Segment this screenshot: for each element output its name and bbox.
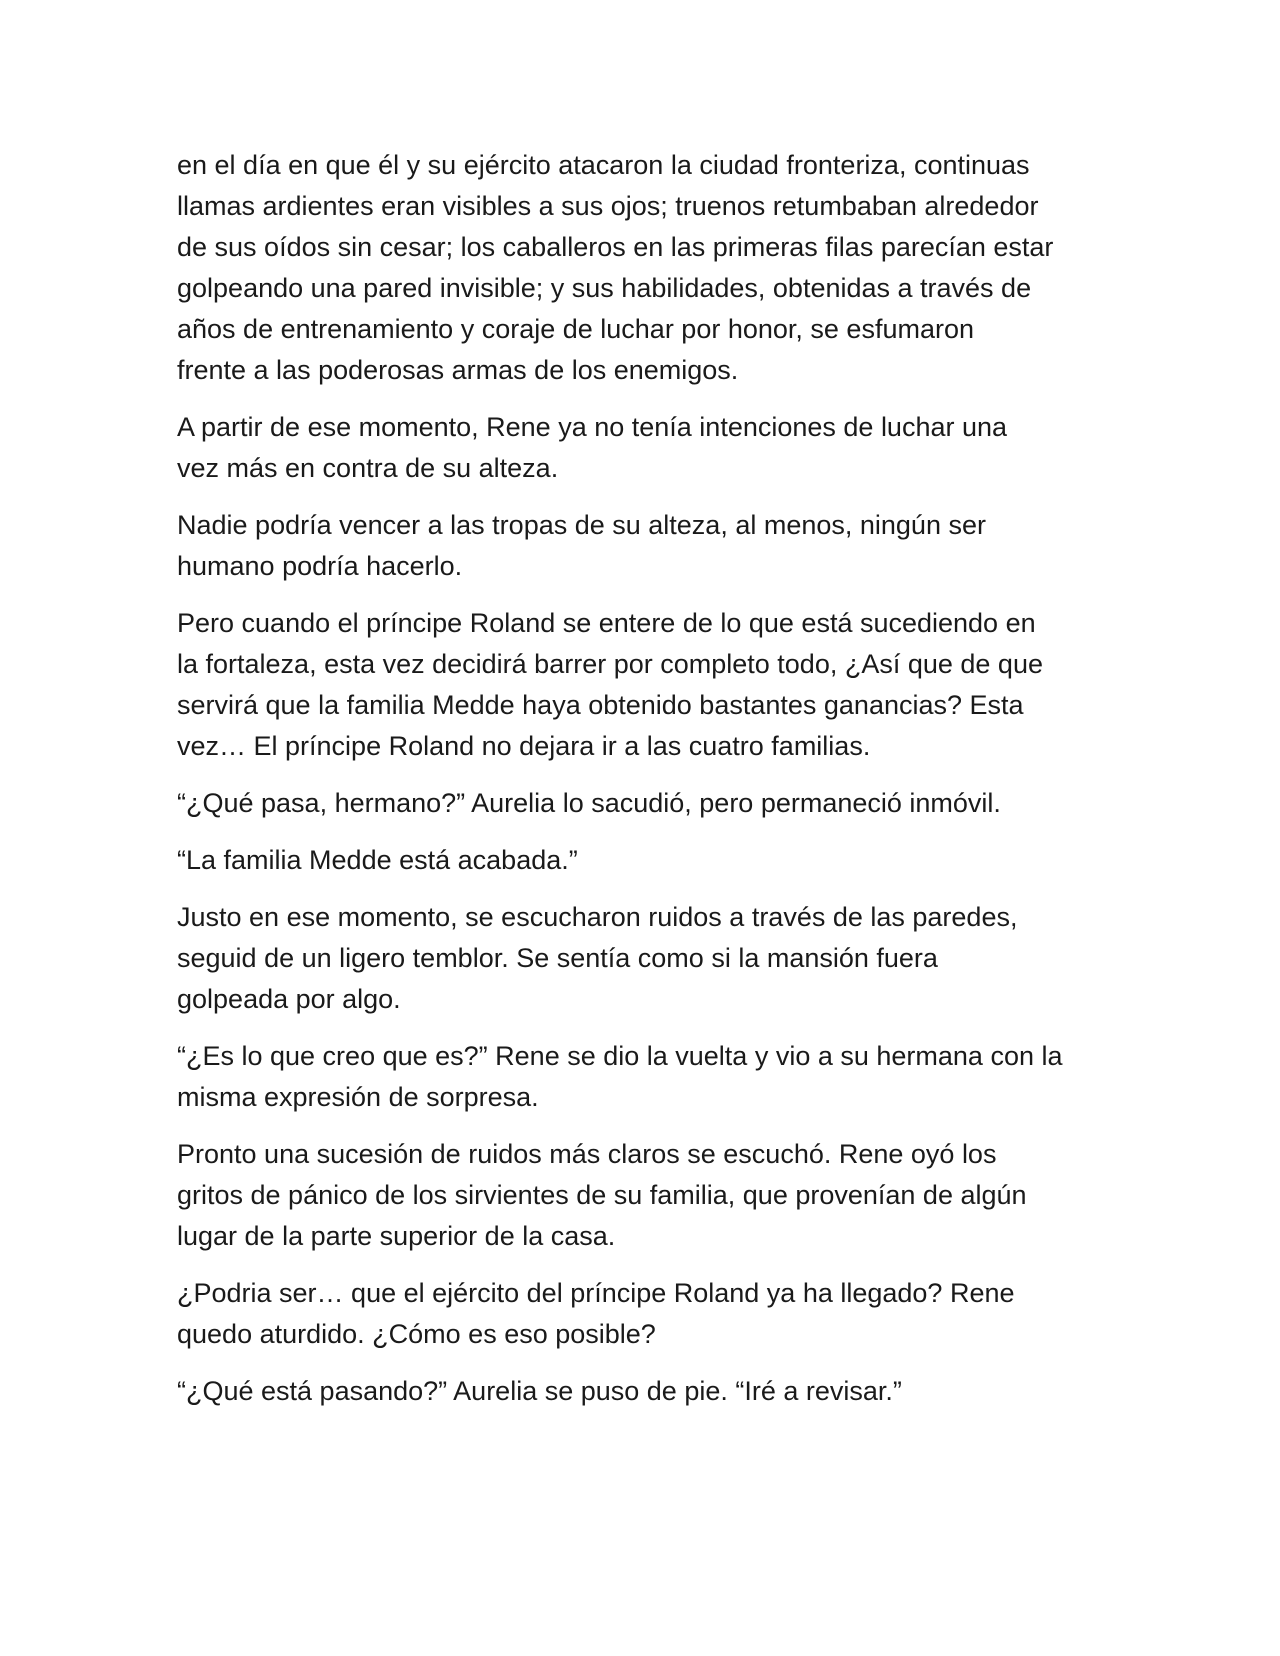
text-line: vez… El príncipe Roland no dejara ir a las cuatro familias.	[177, 731, 871, 761]
document-body	[177, 145, 1127, 1428]
paragraph	[177, 1371, 1127, 1412]
paragraph	[177, 1273, 1127, 1355]
text-line: “¿Es lo que creo que es?” Rene se dio la vuelta y vio a su hermana con la	[177, 1041, 1063, 1071]
text-line: misma expresión de sorpresa.	[177, 1082, 539, 1112]
text-line: lugar de la parte superior de la casa.	[177, 1221, 616, 1251]
text-line: Nadie podría vencer a las tropas de su alteza, al menos, ningún ser	[177, 510, 986, 540]
text-line: “La familia Medde está acabada.”	[177, 845, 578, 875]
text-line: años de entrenamiento y coraje de luchar por honor, se esfumaron	[177, 314, 974, 344]
paragraph	[177, 1036, 1127, 1118]
text-line: ¿Podria ser… que el ejército del príncipe Roland ya ha llegado? Rene	[177, 1278, 1015, 1308]
text-line: llamas ardientes eran visibles a sus ojos; truenos retumbaban alrededor	[177, 191, 1039, 221]
paragraph	[177, 505, 1127, 587]
text-line: servirá que la familia Medde haya obtenido bastantes ganancias? Esta	[177, 690, 1024, 720]
paragraph	[177, 603, 1127, 767]
paragraph	[177, 783, 1127, 824]
text-line: “¿Qué está pasando?” Aurelia se puso de pie. “Iré a revisar.”	[177, 1376, 902, 1406]
paragraph	[177, 407, 1127, 489]
text-line: gritos de pánico de los sirvientes de su familia, que provenían de algún	[177, 1180, 1027, 1210]
paragraph	[177, 840, 1127, 881]
text-line: Pero cuando el príncipe Roland se entere de lo que está sucediendo en	[177, 608, 1036, 638]
text-line: la fortaleza, esta vez decidirá barrer por completo todo, ¿Así que de que	[177, 649, 1043, 679]
text-line: A partir de ese momento, Rene ya no tenía intenciones de luchar una	[177, 412, 1008, 442]
text-line: frente a las poderosas armas de los enemigos.	[177, 355, 739, 385]
text-line: vez más en contra de su alteza.	[177, 453, 559, 483]
text-line: seguid de un ligero temblor. Se sentía como si la mansión fuera	[177, 943, 938, 973]
text-line: golpeada por algo.	[177, 984, 401, 1014]
text-line: quedo aturdido. ¿Cómo es eso posible?	[177, 1319, 656, 1349]
paragraph	[177, 897, 1127, 1020]
paragraph	[177, 1134, 1127, 1257]
paragraph	[177, 145, 1127, 391]
text-line: Justo en ese momento, se escucharon ruidos a través de las paredes,	[177, 902, 1018, 932]
text-line: de sus oídos sin cesar; los caballeros en las primeras filas parecían estar	[177, 232, 1054, 262]
text-line: en el día en que él y su ejército atacaron la ciudad fronteriza, continuas	[177, 150, 1030, 180]
text-line: golpeando una pared invisible; y sus habilidades, obtenidas a través de	[177, 273, 1032, 303]
text-line: humano podría hacerlo.	[177, 551, 463, 581]
text-line: “¿Qué pasa, hermano?” Aurelia lo sacudió, pero permaneció inmóvil.	[177, 788, 1001, 818]
text-line: Pronto una sucesión de ruidos más claros se escuchó. Rene oyó los	[177, 1139, 997, 1169]
